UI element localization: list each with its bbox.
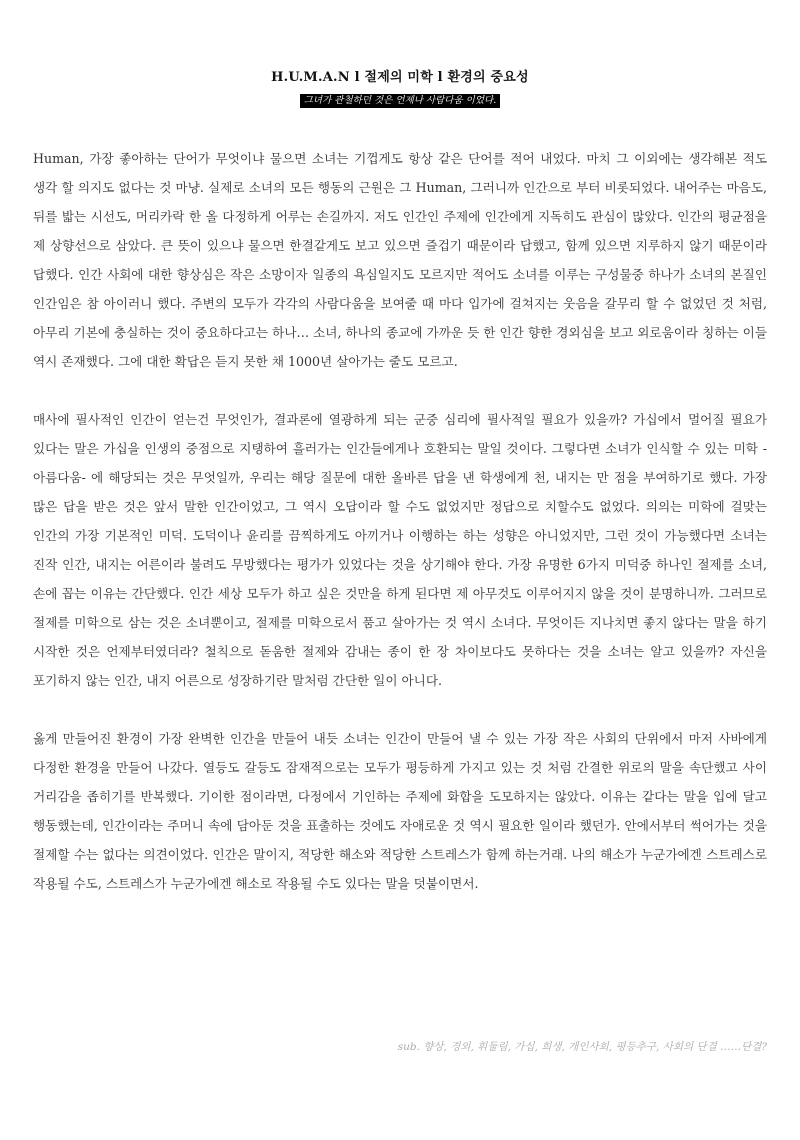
subtitle-wrap — [33, 88, 767, 108]
paragraph-3: 옳게 만들어진 환경이 가장 완벽한 인간을 만들어 내듯 소녀는 인간이 만들어 낼 수 있는 가장 작은 사회의 단위에서 마저 사바에게 다정한 환경을 만들어 나갔다. 열등도 갈등도 잠재적으로는 모두가 평등하게 가지고 있는 것 처럼 간결한 위로의 말을 속단했고 사이 거리감을 좁히기를 반복했다. 기이한 점이라면, 다정에서 기인하는 주제에 화합을 도모하지는 않았다. 이유는 같다는 말을 입에 달고 행동했는데, 인간이라는 주머니 속에 담아둔 것을 표출하는 것에도 자애로운 것 역시 필요한 일이라 했던가. 안에서부터 썩어가는 것을 절제할 수는 없다는 의견이었다. 인간은 말이지, 적당한 해소와 적당한 스트레스가 함께 하는거래. 나의 해소가 누군가에겐 스트레스로 작용될 수도, 스트레스가 누군가에겐 해소로 작용될 수도 있다는 말을 덧붙이면서. — [33, 731, 767, 891]
page-subtitle: 그녀가 관철하던 것은 언제나 사람다움 이었다. — [300, 94, 500, 108]
document-body — [33, 144, 767, 898]
paragraph-2: 매사에 필사적인 인간이 얻는건 무엇인가, 결과론에 열광하게 되는 군중 심리에 필사적일 필요가 있을까? 가십에서 멀어질 필요가 있다는 말은 가십을 인생의 중점으로 지탱하여 흘러가는 인간들에게나 호환되는 말일 것이다. 그렇다면 소녀가 인식할 수 있는 미학 -아름다움- 에 해당되는 것은 무엇일까, 우리는 해당 질문에 대한 올바른 답을 낸 학생에게 천, 내지는 만 점을 부여하기로 했다. 가장 많은 답을 받은 것은 앞서 말한 인간이었고, 그 역시 오답이라 할 수도 없었지만 정답으로 치할수도 없었다. 의의는 미학에 걸맞는 인간의 가장 기본적인 미덕. 도덕이나 윤리를 끔찍하게도 아끼거나 이행하는 하는 성향은 아니었지만, 그런 것이 가능했다면 소녀는 진작 인간, 내지는 어른이라 불려도 무방했다는 평가가 있었다는 것을 상기해야 한다. 가장 유명한 6가지 미덕중 하나인 절제를 소녀, 손에 꼽는 이유는 간단했다. 인간 세상 모두가 하고 싶은 것만을 하게 된다면 제 아무것도 이루어지지 않을 것이 분명하니까. 그러므로 절제를 미학으로 삼는 것은 소녀뿐이고, 절제를 미학으로서 품고 살아가는 것 역시 소녀다. 무엇이든 지나치면 좋지 않다는 말을 하기 시작한 것은 언제부터였더라? 철칙으로 돋움한 절제와 감내는 종이 한 장 차이보다도 못하다는 것을 소녀는 알고 있을까? 자신을 포기하지 않는 인간, 내지 어른으로 성장하기란 말처럼 간단한 일이 아니다. — [33, 412, 767, 688]
document-header — [33, 0, 767, 108]
paragraph-1: Human, 가장 좋아하는 단어가 무엇이냐 물으면 소녀는 기껍게도 항상 같은 단어를 적어 내었다. 마치 그 이외에는 생각해본 적도 생각 할 의지도 없다는 것 마냥. 실제로 소녀의 모든 행동의 근원은 그 Human, 그러니까 인간으로 부터 비롯되었다. 내어주는 마음도, 뒤를 밟는 시선도, 머리카락 한 올 다정하게 어루는 손길까지. 저도 인간인 주제에 인간에게 지독히도 관심이 많았다. 인간의 평균점을 제 상향선으로 삼았다. 큰 뜻이 있으냐 물으면 한결같게도 보고 있으면 즐겁기 때문이라 답했고, 함께 있으면 지루하지 않기 때문이라 답했다. 인간 사회에 대한 향상심은 작은 소망이자 일종의 욕심일지도 모르지만 적어도 소녀를 이루는 구성물중 하나가 소녀의 본질인 인간임은 참 아이러니 했다. 주변의 모두가 각각의 사람다움을 보여줄 때 마다 입가에 걸쳐지는 웃음을 갈무리 할 수 없었던 것 처럼, 아무리 기본에 충실하는 것이 중요하다고는 하나… 소녀, 하나의 종교에 가까운 듯 한 인간 향한 경외심을 보고 외로움이라 칭하는 이들 역시 존재했다. 그에 대한 확답은 듣지 못한 채 1000년 살아가는 줄도 모르고. — [33, 151, 767, 369]
footer-tags: sub. 향상, 경외, 휘둘림, 가십, 희생, 개인사회, 평등추구, 사회의 단결 ……단결? — [397, 1041, 767, 1053]
page-title: H.U.M.A.N l 절제의 미학 l 환경의 중요성 — [271, 70, 529, 85]
